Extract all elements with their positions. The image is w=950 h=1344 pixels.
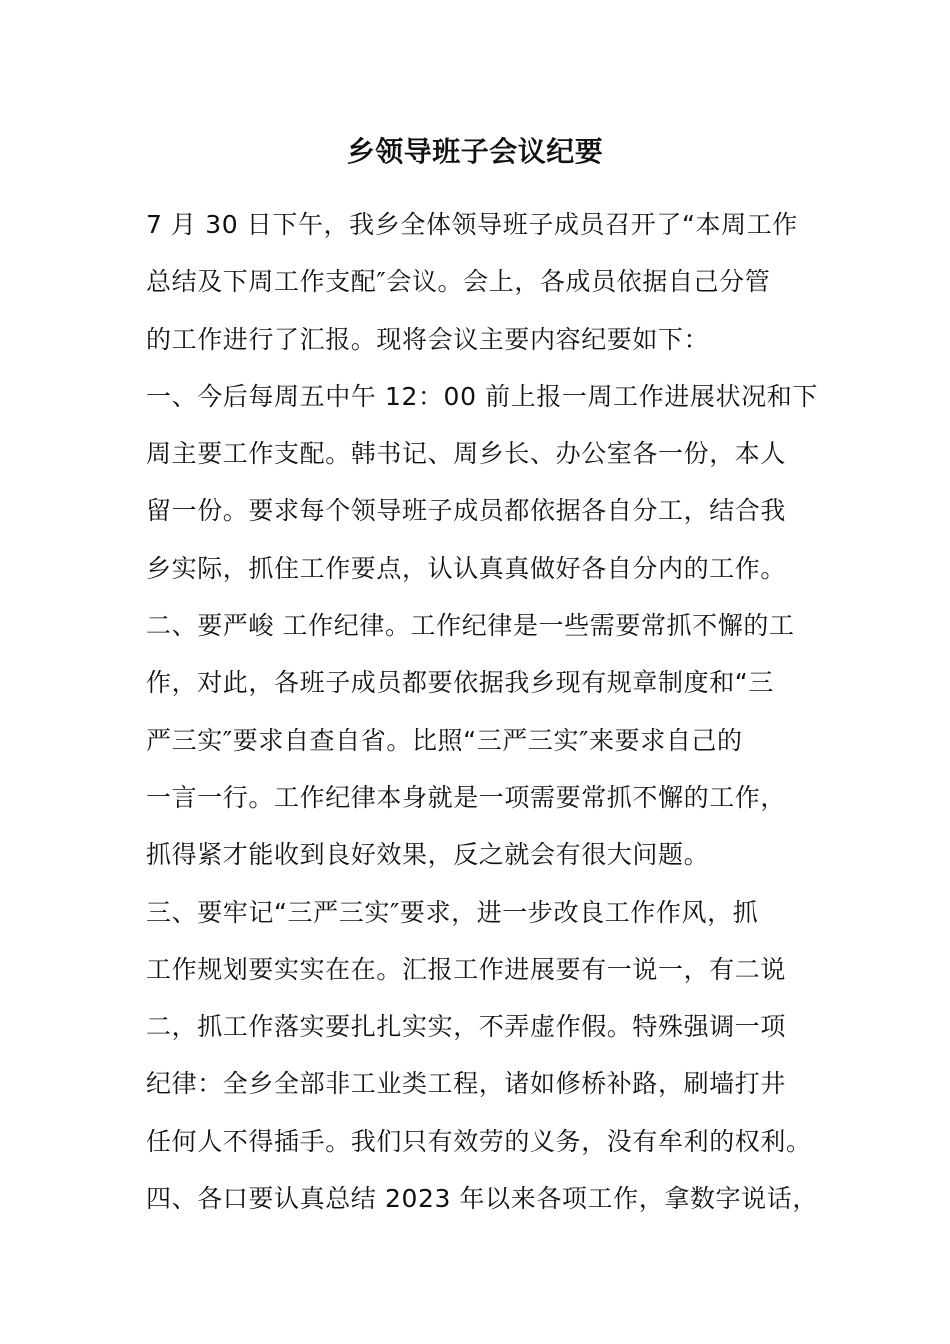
body-line: 总结及下周工作支配″会议。会上，各成员依据自己分管 [146, 267, 771, 297]
body-line: 7 月 30 日下午，我乡全体领导班子成员召开了“本周工作 [146, 210, 798, 239]
body-line: 二，抓工作落实要扎扎实实，不弄虚作假。特殊强调一项 [146, 1012, 787, 1042]
body-line: 的工作进行了汇报。现将会议主要内容纪要如下： [146, 324, 710, 354]
body-line: 一、今后每周五中午 12：00 前上报一周工作进展状况和下 [146, 381, 818, 411]
body-line: 作，对此，各班子成员都要依据我乡现有规章制度和“三 [146, 668, 774, 698]
body-line: 抓得紧才能收到良好效果，反之就会有很大问题。 [146, 840, 710, 870]
body-line: 留一份。要求每个领导班子成员都依据各自分工，结合我 [146, 496, 787, 526]
body-line: 工作规划要实实在在。汇报工作进展要有一说一，有二说 [146, 954, 787, 984]
body-line: 一言一行。工作纪律本身就是一项需要常抓不懈的工作， [146, 782, 787, 812]
body-line: 周主要工作支配。韩书记、周乡长、办公室各一份，本人 [146, 439, 787, 469]
body-line: 四、各口要认真总结 2023 年以来各项工作，拿数字说话， [146, 1184, 818, 1214]
body-line: 严三实″要求自查自省。比照“三严三实″来要求自己的 [146, 725, 743, 755]
body-line: 乡实际，抓住工作要点，认认真真做好各自分内的工作。 [146, 553, 787, 583]
body-line: 任何人不得插手。我们只有效劳的义务，没有牟利的权利。 [146, 1126, 812, 1156]
body-line: 纪律：全乡全部非工业类工程，诸如修桥补路，刷墙打井 [146, 1069, 787, 1099]
body-line: 二、要严峻 工作纪律。工作纪律是一些需要常抓不懈的工 [146, 611, 795, 641]
document-body [146, 196, 818, 1227]
body-line: 三、要牢记“三严三实″要求，进一步改良工作作风，抓 [146, 897, 759, 927]
document-title: 乡领导班子会议纪要 [346, 135, 604, 168]
